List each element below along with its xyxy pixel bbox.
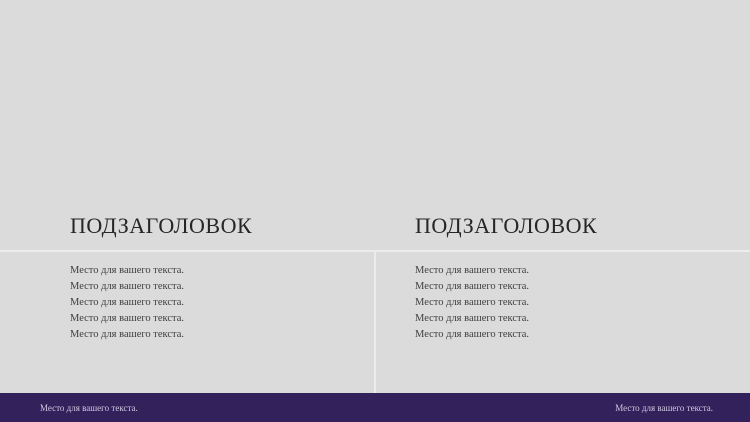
placeholder-text-line: Место для вашего текста. [415,313,530,324]
column-left-heading: ПОДЗАГОЛОВОК [70,213,253,238]
placeholder-text-line: Место для вашего текста. [70,281,185,292]
footer-left-text: Место для вашего текста. [40,402,138,413]
placeholder-text-line: Место для вашего текста. [70,329,185,340]
column-right [415,215,745,343]
footer-right-text: Место для вашего текста. [615,402,713,413]
column-right-heading: ПОДЗАГОЛОВОК [415,213,598,238]
column-left [70,215,400,343]
placeholder-text-line: Место для вашего текста. [70,297,185,308]
placeholder-text-line: Место для вашего текста. [415,329,530,340]
column-right-body [415,263,745,343]
placeholder-text-line: Место для вашего текста. [415,297,530,308]
column-left-body [70,263,400,343]
placeholder-text-line: Место для вашего текста. [415,281,530,292]
placeholder-text-line: Место для вашего текста. [415,265,530,276]
placeholder-text-line: Место для вашего текста. [70,265,185,276]
footer-bar [0,393,750,422]
placeholder-text-line: Место для вашего текста. [70,313,185,324]
